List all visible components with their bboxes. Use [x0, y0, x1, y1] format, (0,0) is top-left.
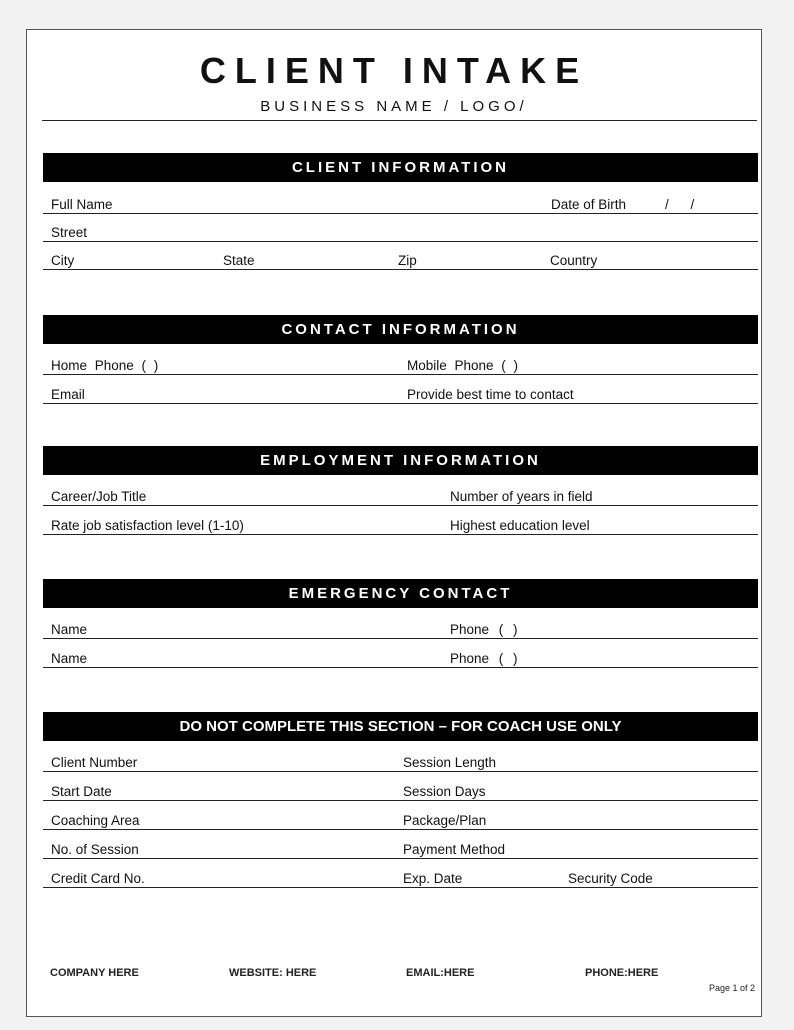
sessions-row[interactable]	[43, 834, 758, 859]
emergency-contact-heading: EMERGENCY CONTACT	[43, 579, 758, 608]
session-days-label: Session Days	[403, 784, 486, 799]
employment-information-heading: EMPLOYMENT INFORMATION	[43, 446, 758, 475]
start-date-row[interactable]	[43, 776, 758, 801]
package-plan-label: Package/Plan	[403, 813, 487, 828]
street-row[interactable]	[43, 217, 758, 242]
career-row[interactable]	[43, 481, 758, 506]
education-level-label: Highest education level	[450, 518, 590, 533]
satisfaction-row[interactable]	[43, 510, 758, 535]
emergency-phone-label-1: Phone ( )	[450, 622, 518, 637]
date-of-birth-slashes: / /	[665, 197, 695, 212]
email-label: Email	[51, 387, 85, 402]
security-code-label: Security Code	[568, 871, 653, 886]
state-label: State	[223, 253, 255, 268]
header-divider	[42, 120, 757, 121]
emergency-name-label-2: Name	[51, 651, 88, 666]
full-name-row[interactable]	[43, 189, 758, 214]
phone-row[interactable]	[43, 350, 758, 375]
emergency-row-1[interactable]	[43, 614, 758, 639]
country-label: Country	[550, 253, 598, 268]
client-number-label: Client Number	[51, 755, 138, 770]
mobile-phone-label: Mobile Phone ( )	[407, 358, 519, 373]
home-phone-label: Home Phone ( )	[51, 358, 159, 373]
exp-date-label: Exp. Date	[403, 871, 463, 886]
emergency-row-2[interactable]	[43, 643, 758, 668]
intake-form-page	[26, 29, 762, 1017]
number-of-sessions-label: No. of Session	[51, 842, 139, 857]
coaching-area-label: Coaching Area	[51, 813, 140, 828]
date-of-birth-label: Date of Birth	[551, 197, 627, 212]
client-information-heading: CLIENT INFORMATION	[43, 153, 758, 182]
coach-use-only-heading: DO NOT COMPLETE THIS SECTION – FOR COACH USE ONLY	[43, 712, 758, 741]
contact-information-heading: CONTACT INFORMATION	[43, 315, 758, 344]
start-date-label: Start Date	[51, 784, 112, 799]
street-label: Street	[51, 225, 88, 240]
city-label: City	[51, 253, 75, 268]
footer-website: WEBSITE: HERE	[229, 967, 317, 979]
payment-method-label: Payment Method	[403, 842, 506, 857]
emergency-name-label-1: Name	[51, 622, 88, 637]
career-job-title-label: Career/Job Title	[51, 489, 147, 504]
city-row[interactable]	[43, 245, 758, 270]
credit-card-row[interactable]	[43, 863, 758, 888]
email-row[interactable]	[43, 379, 758, 404]
session-length-label: Session Length	[403, 755, 497, 770]
years-in-field-label: Number of years in field	[450, 489, 593, 504]
zip-label: Zip	[398, 253, 417, 268]
business-name-logo: BUSINESS NAME / LOGO/	[260, 98, 528, 115]
coaching-area-row[interactable]	[43, 805, 758, 830]
footer-phone: PHONE:HERE	[585, 967, 659, 979]
emergency-phone-label-2: Phone ( )	[450, 651, 518, 666]
client-number-row[interactable]	[43, 747, 758, 772]
form-title: CLIENT INTAKE	[199, 50, 589, 91]
footer-company: COMPANY HERE	[50, 967, 139, 979]
job-satisfaction-label: Rate job satisfaction level (1-10)	[51, 518, 244, 533]
full-name-label: Full Name	[51, 197, 113, 212]
footer-email: EMAIL:HERE	[406, 967, 475, 979]
best-time-label: Provide best time to contact	[407, 387, 574, 402]
page-number: Page 1 of 2	[708, 983, 755, 993]
credit-card-label: Credit Card No.	[51, 871, 145, 886]
